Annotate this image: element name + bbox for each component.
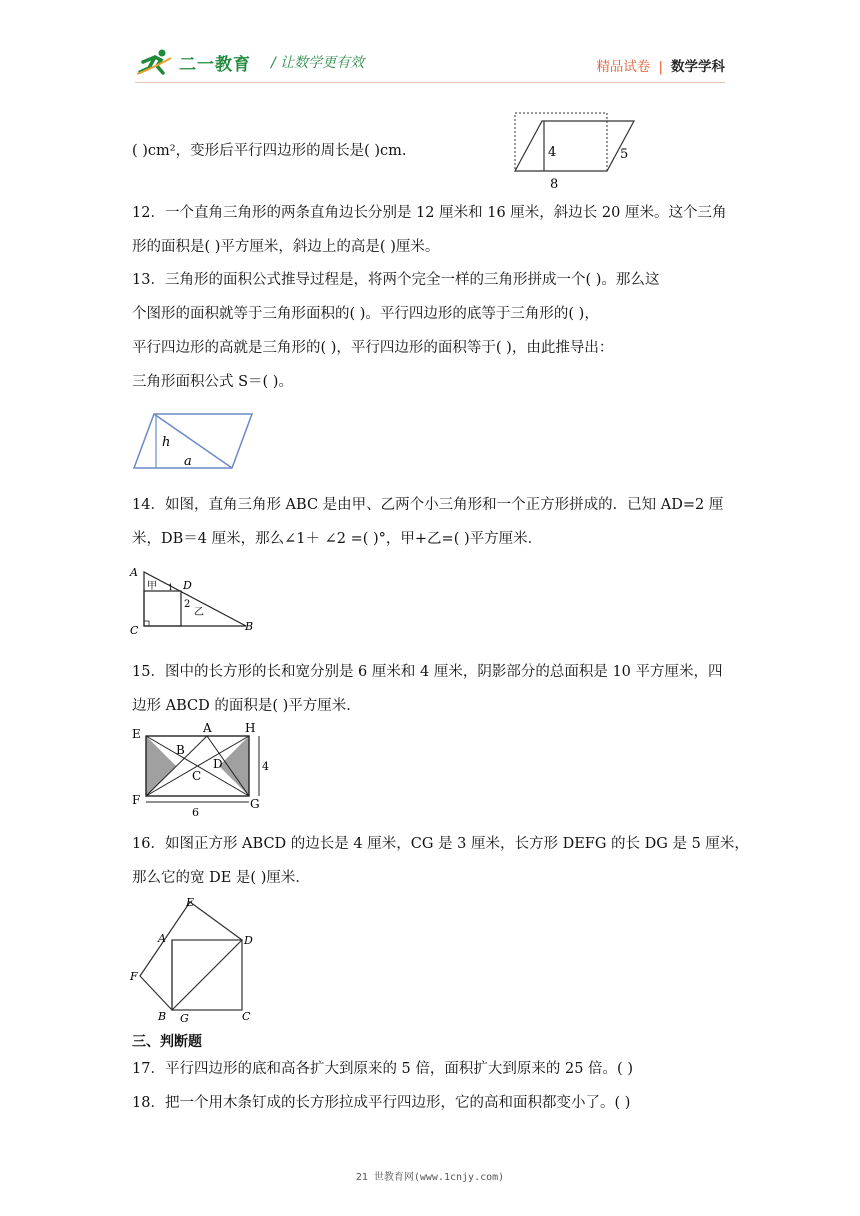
page-footer: 21 世教育网(www.1cnjy.com) bbox=[355, 1172, 505, 1183]
q15-E-label: E bbox=[132, 727, 141, 741]
q15-G-label: G bbox=[250, 797, 260, 811]
q16-line2: 那么它的宽 DE 是( )厘米． bbox=[132, 870, 310, 886]
q17-text: 17．平行四边形的底和高各扩大到原来的 5 倍，面积扩大到原来的 25 倍。( ) bbox=[132, 1061, 633, 1077]
q13-line1: 13．三角形的面积公式推导过程是，将两个完全一样的三角形拼成一个( )。那么这 bbox=[132, 272, 660, 288]
q15-width-label: 4 bbox=[262, 760, 269, 773]
q15-line1: 15．图中的长方形的长和宽分别是 6 厘米和 4 厘米，阴影部分的总面积是 10 平方厘米，四 bbox=[132, 664, 723, 680]
q11-tail-text: ( )cm²，变形后平行四边形的周长是( )cm. bbox=[132, 143, 407, 159]
q14-line1: 14．如图，直角三角形 ABC 是由甲、乙两个小三角形和一个正方形拼成的．已知 AD=2 厘 bbox=[132, 497, 724, 513]
header-divider bbox=[135, 82, 725, 83]
brand-name: 二一教育 bbox=[179, 54, 251, 75]
q14-B-label: B bbox=[245, 620, 254, 633]
q15-A-label: A bbox=[203, 721, 212, 735]
section-judgement-title: 三、判断题 bbox=[132, 1034, 202, 1050]
logo-runner-icon bbox=[135, 48, 173, 76]
q14-jia-label: 甲 bbox=[147, 581, 157, 592]
q15-C-label: C bbox=[192, 769, 202, 783]
q16-line1: 16．如图正方形 ABCD 的边长是 4 厘米，CG 是 3 厘米，长方形 DEFG 的长 DG 是 5 厘米， bbox=[132, 836, 749, 852]
q13-a-label: a bbox=[184, 454, 192, 469]
q14-A-label: A bbox=[130, 566, 138, 579]
q11-figure bbox=[512, 110, 638, 192]
q15-B-label: B bbox=[176, 743, 185, 757]
q14-angle1-label: 1 bbox=[168, 583, 174, 592]
q15-length-label: 6 bbox=[192, 806, 199, 819]
brand-slogan: / 让数学更有效 bbox=[271, 55, 365, 71]
q14-yi-label: 乙 bbox=[194, 607, 204, 618]
q16-F-label: F bbox=[130, 970, 138, 983]
q16-E-label: E bbox=[186, 896, 195, 909]
q14-angle2-label: 2 bbox=[184, 599, 191, 610]
q12-line1: 12．一个直角三角形的两条直角边长分别是 12 厘米和 16 厘米，斜边长 20 厘米。这个三角 bbox=[132, 205, 727, 221]
header-tags bbox=[596, 55, 725, 75]
tag-premium: 精品试卷 bbox=[596, 59, 651, 75]
q13-figure bbox=[132, 408, 258, 472]
q13-h-label: h bbox=[162, 435, 171, 450]
q14-D-label: D bbox=[183, 579, 192, 592]
q14-figure bbox=[128, 562, 260, 634]
q11-side-label: 5 bbox=[620, 147, 629, 162]
tag-separator: | bbox=[658, 59, 663, 75]
q15-figure bbox=[128, 718, 274, 820]
q16-G-label: G bbox=[180, 1012, 189, 1025]
q13-line4: 三角形面积公式 S＝( )。 bbox=[132, 374, 293, 390]
q16-C-label: C bbox=[242, 1010, 251, 1023]
q16-A-label: A bbox=[158, 932, 166, 945]
q14-C-label: C bbox=[130, 624, 139, 634]
q13-line3: 平行四边形的高就是三角形的( )，平行四边形的面积等于( )，由此推导出： bbox=[132, 340, 614, 356]
q11-base-label: 8 bbox=[550, 177, 559, 192]
q18-text: 18．把一个用木条钉成的长方形拉成平行四边形，它的高和面积都变小了。( ) bbox=[132, 1095, 631, 1111]
q16-D-label: D bbox=[244, 934, 253, 947]
q15-F-label: F bbox=[132, 793, 141, 807]
q15-H-label: H bbox=[245, 721, 256, 735]
header-brand bbox=[135, 48, 364, 76]
q12-line2: 形的面积是( )平方厘米，斜边上的高是( )厘米。 bbox=[132, 239, 440, 255]
tag-subject: 数学学科 bbox=[671, 59, 725, 75]
q14-line2: 米，DB＝4 厘米，那么∠1＋ ∠2 =( )°，甲+乙=( )平方厘米． bbox=[132, 531, 543, 547]
q16-B-label: B bbox=[158, 1010, 167, 1023]
q13-line2: 个图形的面积就等于三角形面积的( )。平行四边形的底等于三角形的( )， bbox=[132, 306, 599, 322]
q15-D-label: D bbox=[213, 757, 223, 771]
q16-figure bbox=[128, 894, 262, 1026]
q11-height-label: 4 bbox=[548, 145, 557, 160]
q15-line2: 边形 ABCD 的面积是( )平方厘米． bbox=[132, 698, 361, 714]
